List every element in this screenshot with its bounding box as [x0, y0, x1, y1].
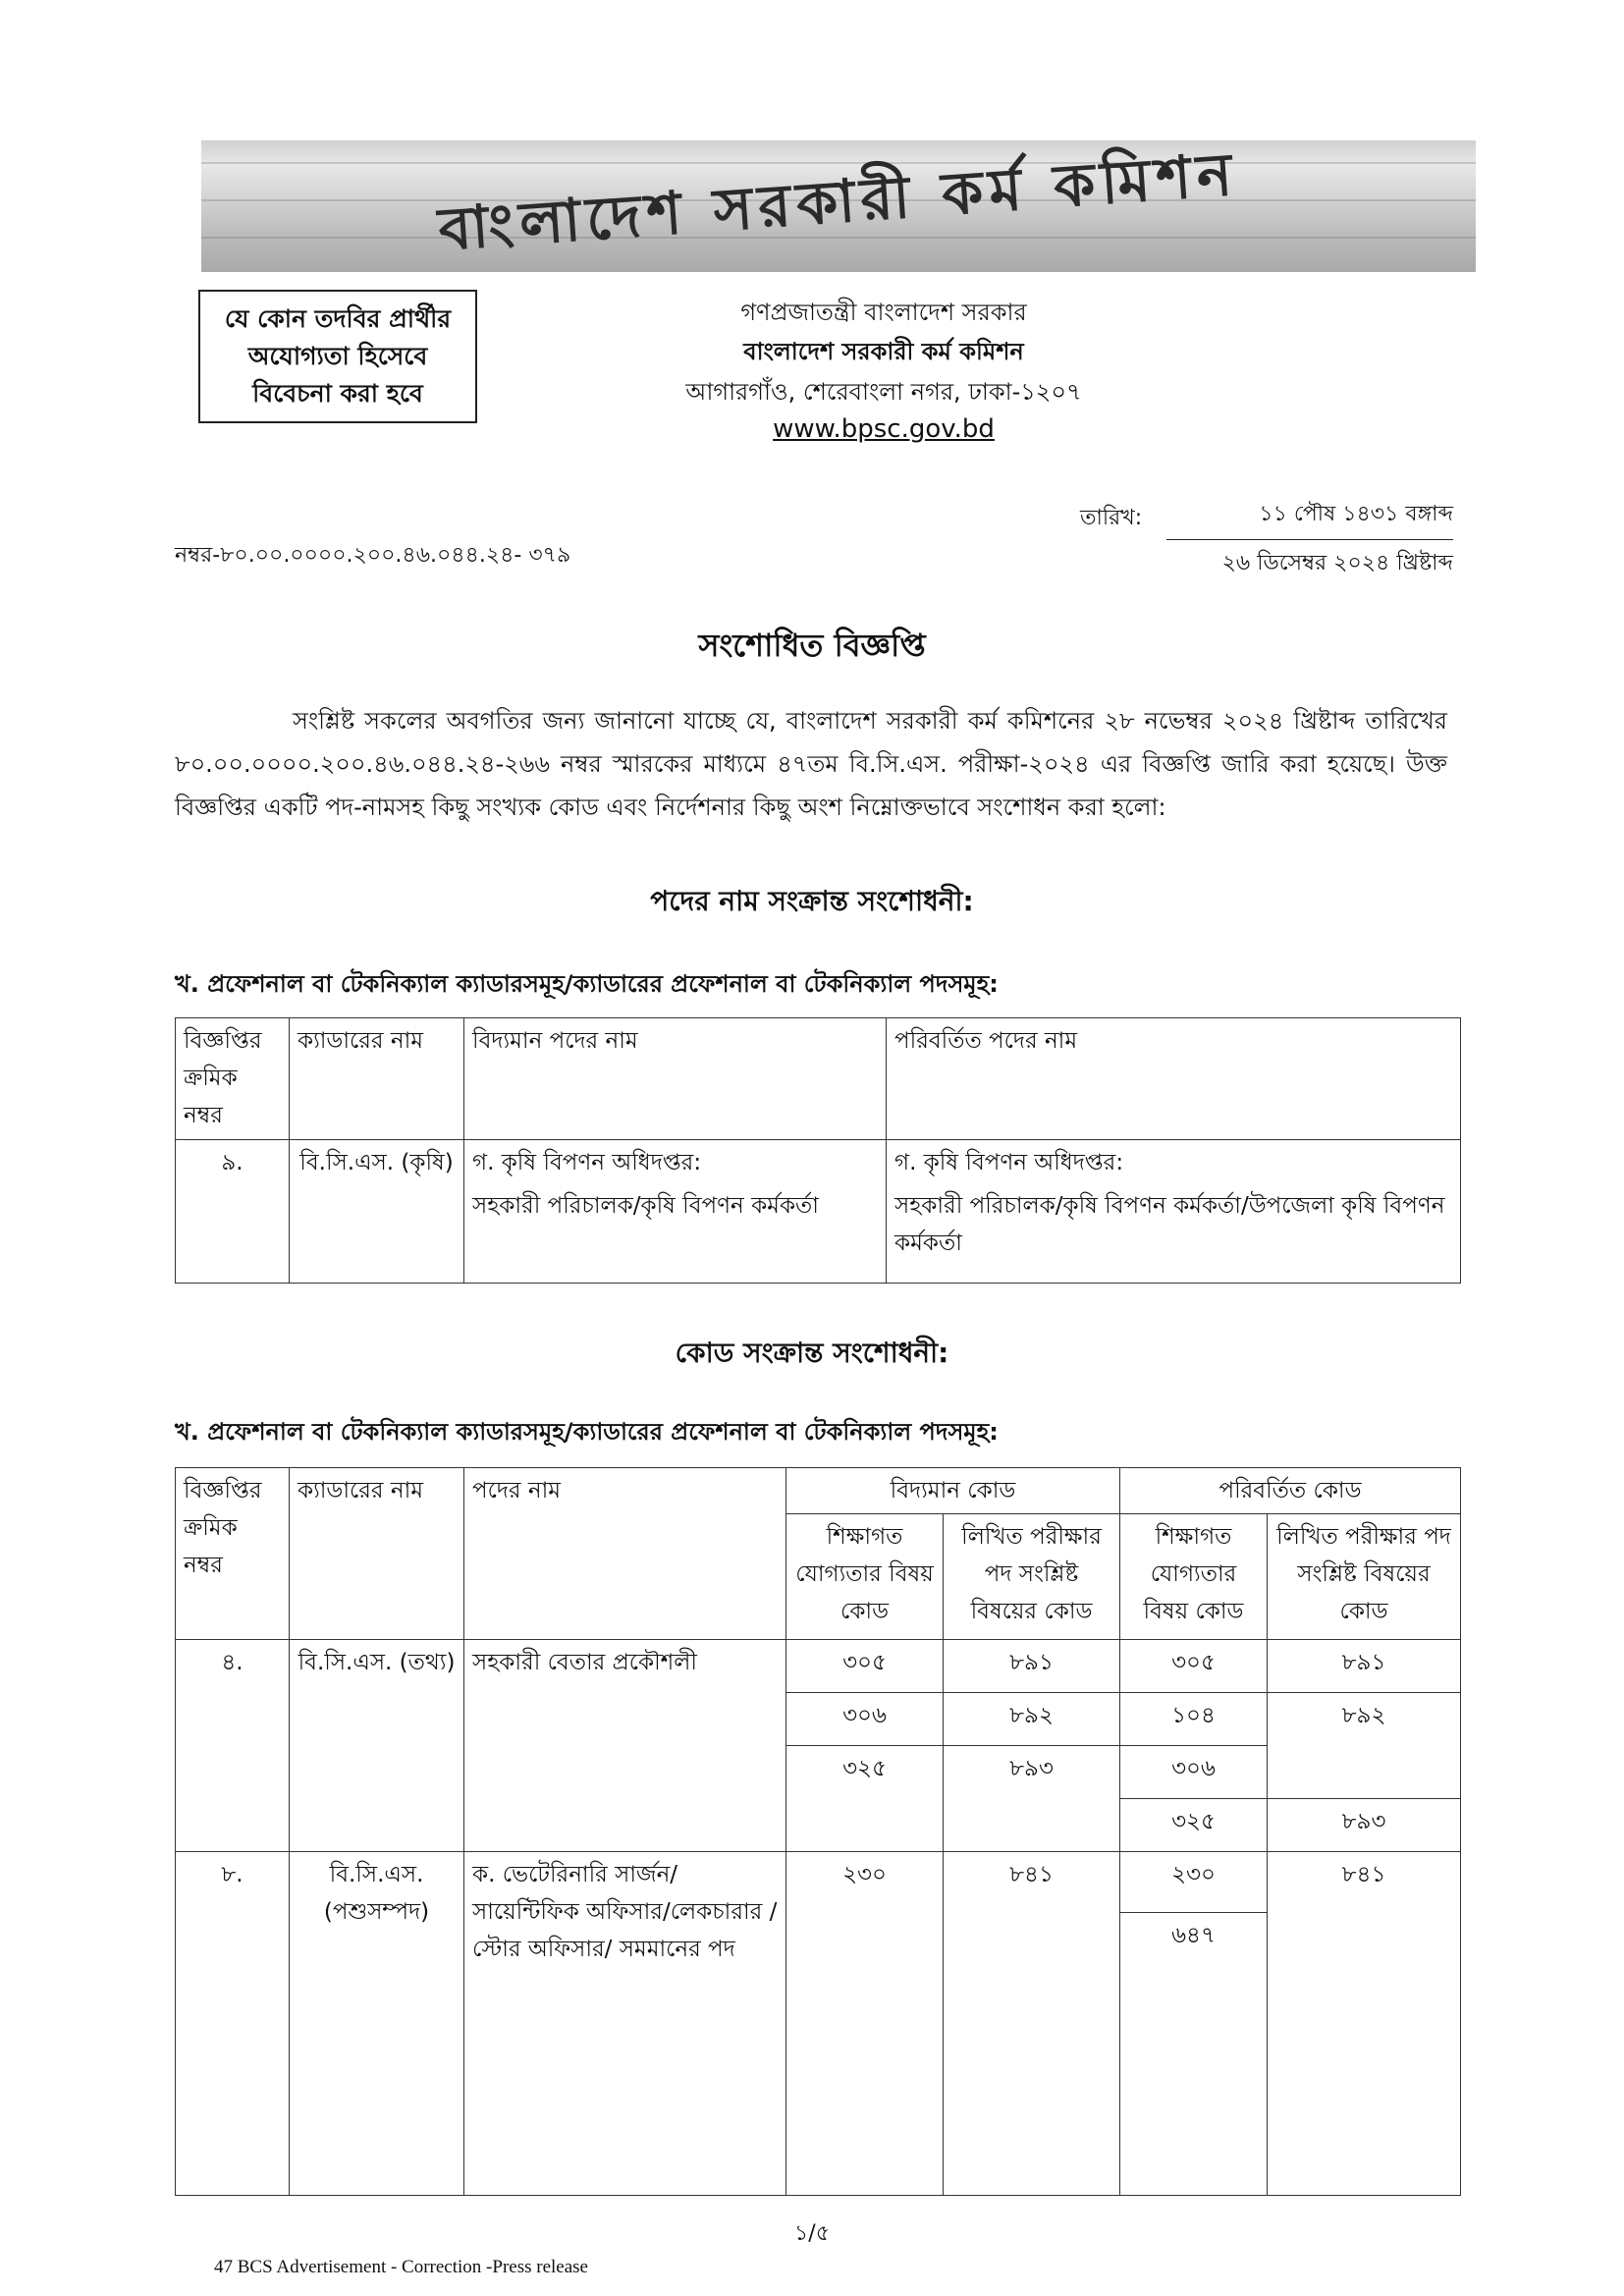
- header-changed-code: পরিবর্তিত কোড: [1120, 1468, 1461, 1514]
- table-row: [176, 1140, 1461, 1284]
- notice-line: বিবেচনা করা হবে: [252, 379, 423, 408]
- changed-exam-code: ৮৪১: [1268, 1852, 1461, 2196]
- header-cadre: ক্যাডারের নাম: [290, 1018, 464, 1140]
- changed-edu-code: ৩২৫: [1120, 1799, 1268, 1852]
- date-bangla: ১১ পৌষ ১৪৩১ বঙ্গাব্দ: [1166, 491, 1453, 540]
- header-post: পদের নাম: [464, 1468, 786, 1640]
- table-row: [176, 1640, 1461, 1693]
- header-existing-edu-code: শিক্ষাগত যোগ্যতার বিষয় কোড: [786, 1514, 944, 1640]
- header-existing-post: বিদ্যমান পদের নাম: [464, 1018, 887, 1140]
- header-new-post: পরিবর্তিত পদের নাম: [887, 1018, 1461, 1140]
- existing-exam-code: ৮৯৩: [944, 1746, 1120, 1852]
- existing-post-cell: [464, 1140, 887, 1284]
- intro-text: সংশ্লিষ্ট সকলের অবগতির জন্য জানানো যাচ্ছে যে, বাংলাদেশ সরকারী কর্ম কমিশনের ২৮ নভেম্বর ২০২৪ খ্রিষ্টাব্দ তারিখের ৮০.০০.০০০০.২০০.৪৬.০৪৪.২৪-২৬৬ নম্বর স্মারকের মাধ্যমে ৪৭তম বি.সি.এস. পরীক্ষা-২০২৪ এর বিজ্ঞপ্তি জারি করা হয়েছে। উক্ত বিজ্ঞপ্তির একটি পদ-নামসহ কিছু সংখ্যক কোড এবং নির্দেশনার কিছু অংশ নিম্নোক্তভাবে সংশোধন করা হলো:: [175, 707, 1447, 821]
- existing-exam-code: ৮৯২: [944, 1693, 1120, 1746]
- date-block: [1166, 491, 1453, 588]
- changed-exam-code: ৮৯৩: [1268, 1799, 1461, 1852]
- header-cadre: ক্যাডারের নাম: [290, 1468, 464, 1640]
- section1-subheading: খ. প্রফেশনাল বা টেকনিক্যাল ক্যাডারসমূহ/ক্যাডারের প্রফেশনাল বা টেকনিক্যাল পদসমূহ:: [175, 970, 999, 998]
- existing-edu-code: ৩২৫: [786, 1746, 944, 1852]
- reference-number: নম্বর-৮০.০০.০০০০.২০০.৪৬.০৪৪.২৪- ৩৭৯: [175, 543, 571, 568]
- existing-dept: গ. কৃষি বিপণন অধিদপ্তর:: [472, 1150, 702, 1175]
- header-serial: বিজ্ঞপ্তির ক্রমিক নম্বর: [176, 1468, 290, 1640]
- changed-edu-code: ১০৪: [1120, 1693, 1268, 1746]
- changed-exam-code: ৮৯১: [1268, 1640, 1461, 1693]
- post-name-table: [175, 1017, 1461, 1284]
- existing-edu-code: ২৩০: [786, 1852, 944, 2196]
- notice-title: সংশোধিত বিজ্ঞপ্তি: [698, 627, 926, 664]
- header-existing-code: বিদ্যমান কোড: [786, 1468, 1120, 1514]
- new-post: সহকারী পরিচালক/কৃষি বিপণন কর্মকর্তা/উপজেলা কৃষি বিপণন কর্মকর্তা: [894, 1193, 1445, 1256]
- changed-edu-code: ৩০৫: [1120, 1640, 1268, 1693]
- changed-edu-code: ৩০৬: [1120, 1746, 1268, 1799]
- notice-line: অযোগ্যতা হিসেবে: [247, 342, 428, 370]
- intro-paragraph: [175, 699, 1447, 829]
- post-cell: ক. ভেটেরিনারি সার্জন/সায়েন্টিফিক অফিসার/লেকচারার /স্টোর অফিসার/ সমমানের পদ: [464, 1852, 786, 2196]
- footer-text: 47 BCS Advertisement - Correction -Press release: [214, 2257, 588, 2277]
- new-post-cell: [887, 1140, 1461, 1284]
- page-number: ১/৫: [794, 2221, 830, 2246]
- new-dept: গ. কৃষি বিপণন অধিদপ্তর:: [894, 1150, 1124, 1175]
- code-table: [175, 1467, 1461, 2196]
- notice-line: যে কোন তদবির প্রার্থীর: [224, 304, 452, 333]
- table-header-row: [176, 1468, 1461, 1514]
- serial-cell: ৯.: [176, 1140, 290, 1284]
- cadre-cell: বি.সি.এস. (তথ্য): [290, 1640, 464, 1852]
- commission-address: আগারগাঁও, শেরেবাংলা নগর, ঢাকা-১২০৭: [685, 378, 1082, 406]
- website-link[interactable]: www.bpsc.gov.bd: [773, 414, 995, 444]
- existing-exam-code: ৮৯১: [944, 1640, 1120, 1693]
- table-header-row: [176, 1018, 1461, 1140]
- header-changed-exam-code: লিখিত পরীক্ষার পদ সংশ্লিষ্ট বিষয়ের কোড: [1268, 1514, 1461, 1640]
- notice-box: [198, 290, 477, 423]
- commission-name: বাংলাদেশ সরকারী কর্ম কমিশন: [743, 338, 1024, 365]
- section1-heading: পদের নাম সংক্রান্ত সংশোধনী:: [650, 885, 974, 917]
- existing-post: সহকারী পরিচালক/কৃষি বিপণন কর্মকর্তা: [472, 1193, 819, 1219]
- serial-cell: ৮.: [176, 1852, 290, 2196]
- header-banner-image: [201, 140, 1476, 272]
- existing-edu-code: ৩০৬: [786, 1693, 944, 1746]
- changed-exam-code: ৮৯২: [1268, 1693, 1461, 1799]
- section2-heading: কোড সংক্রান্ত সংশোধনী:: [675, 1337, 949, 1369]
- banner-text: বাংলাদেশ সরকারী কর্ম কমিশন: [436, 140, 1241, 265]
- existing-exam-code: ৮৪১: [944, 1852, 1120, 2196]
- changed-edu-code: ৬৪৭: [1120, 1913, 1268, 2196]
- cadre-cell: বি.সি.এস. (কৃষি): [290, 1140, 464, 1284]
- date-gregorian: ২৬ ডিসেম্বর ২০২৪ খ্রিষ্টাব্দ: [1221, 551, 1453, 575]
- serial-cell: ৪.: [176, 1640, 290, 1852]
- cadre-cell: বি.সি.এস. (পশুসম্পদ): [290, 1852, 464, 2196]
- section2-subheading: খ. প্রফেশনাল বা টেকনিক্যাল ক্যাডারসমূহ/ক্যাডারের প্রফেশনাল বা টেকনিক্যাল পদসমূহ:: [175, 1418, 999, 1446]
- existing-edu-code: ৩০৫: [786, 1640, 944, 1693]
- changed-edu-code: ২৩০: [1120, 1852, 1268, 1913]
- header-existing-exam-code: লিখিত পরীক্ষার পদ সংশ্লিষ্ট বিষয়ের কোড: [944, 1514, 1120, 1640]
- date-label: তারিখ:: [1080, 506, 1143, 530]
- header-changed-edu-code: শিক্ষাগত যোগ্যতার বিষয় কোড: [1120, 1514, 1268, 1640]
- post-cell: সহকারী বেতার প্রকৌশলী: [464, 1640, 786, 1852]
- header-serial: বিজ্ঞপ্তির ক্রমিক নম্বর: [176, 1018, 290, 1140]
- table-row: [176, 1852, 1461, 1913]
- govt-name: গণপ্রজাতন্ত্রী বাংলাদেশ সরকার: [740, 299, 1027, 326]
